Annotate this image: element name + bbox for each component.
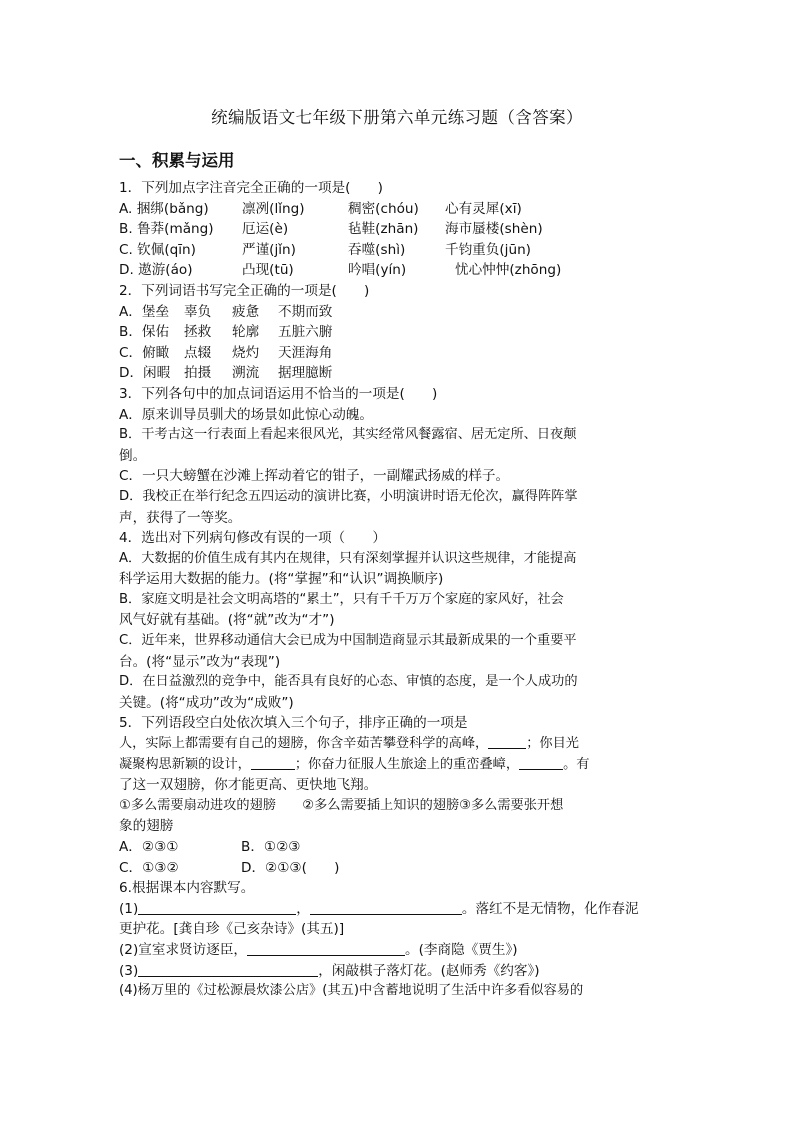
question-4-line: 关键。(将“成功”改为“成败”): [119, 694, 294, 711]
passage-text: 人，实际上都需要有自己的翅膀，你含辛茹苦攀登科学的高峰，: [119, 736, 489, 752]
question-5-stem: 5．下列语段空白处依次填入三个句子，排序正确的一项是: [119, 715, 468, 732]
option-text: 严谨(jǐn): [242, 241, 296, 258]
option-text: A. 捆绑(bǎng): [119, 200, 209, 217]
question-3-line: C．一只大螃蟹在沙滩上挥动着它的钳子，一副耀武扬威的样子。: [119, 468, 510, 485]
option-text: 拯救: [184, 324, 212, 341]
question-3-stem: 3．下列各句中的加点词语运用不恰当的一项是( ): [119, 385, 438, 402]
question-3-line: 倒。: [119, 447, 147, 464]
question-6-stem: 6.根据课本内容默写。: [119, 880, 255, 897]
option-text: 据理臆断: [278, 365, 333, 382]
question-6-item-1-cont: 更护花。[龚自珍《己亥杂诗》(其五)]: [119, 921, 345, 938]
option-text: 烧灼: [232, 344, 260, 361]
question-4-line: C．近年来，世界移动通信大会已成为中国制造商显示其最新成果的一个重要平: [119, 633, 577, 649]
question-6-item-4: (4)杨万里的《过松源晨炊漆公店》(其五)中含蓄地说明了生活中许多看似容易的: [119, 983, 584, 999]
option-text: 忧心忡忡(zhōng): [455, 262, 562, 279]
option-text: 凸现(tū): [242, 262, 294, 279]
item-text: (2)宣室求贤访逐臣，: [119, 941, 248, 958]
question-2-option-d: [119, 363, 679, 384]
question-4-line: 台。(将“显示”改为“表现”): [119, 653, 281, 670]
question-4-line: A．大数据的价值生成有其内在规律，只有深刻掌握并认识这些规律，才能提高: [119, 550, 577, 566]
option-text: 吟唱(yín): [348, 262, 407, 279]
option-text: 轮廓: [232, 324, 260, 341]
question-5-passage-line: [119, 734, 679, 755]
question-5-options-row: [119, 837, 679, 858]
question-6-item-1: [119, 899, 679, 920]
question-4-line: 科学运用大数据的能力。(将“掌握”和“认识”调换顺序): [119, 571, 444, 588]
item-text: 。落红不是无情物，化作春泥: [461, 900, 639, 917]
question-2-option-b: [119, 322, 679, 343]
question-list: [119, 178, 679, 1002]
option-text: 辜负: [184, 303, 212, 320]
option-text: 海市蜃楼(shèn): [445, 221, 543, 238]
option-text: 毡鞋(zhān): [348, 221, 419, 238]
question-2-option-a: [119, 302, 679, 323]
item-text: 。(李商隐《贾生》): [405, 941, 518, 958]
option-text: C．①③②: [119, 859, 179, 876]
option-text: 拍摄: [184, 365, 212, 382]
punctuation: ，: [296, 900, 310, 917]
option-text: 吞噬(shì): [348, 241, 406, 258]
question-1-option-c: [119, 240, 679, 261]
item-text: ，闲敲棋子落灯花。(赵师秀《约客》): [318, 962, 540, 979]
answer-blank[interactable]: [519, 755, 563, 770]
option-text: A．堡垒: [119, 303, 170, 320]
passage-text: ；你奋力征服人生旅途上的重峦叠嶂，: [294, 756, 520, 772]
option-text: C．俯瞰: [119, 344, 170, 361]
option-text: 点辍: [184, 344, 212, 361]
question-4-line: 风气好就有基础。(将“就”改为“才”): [119, 612, 335, 629]
question-4-line: B．家庭文明是社会文明高塔的“累土”，只有千千万万个家庭的家风好，社会: [119, 591, 564, 607]
question-1-option-a: [119, 199, 679, 220]
option-text: D．闲暇: [119, 365, 171, 382]
question-5-passage-line: 了这一双翅膀，你才能更高、更快地飞翔。: [119, 777, 378, 794]
passage-text: 。有: [563, 756, 590, 772]
question-5-choices: ①多么需要扇动进攻的翅膀 ②多么需要插上知识的翅膀③多么需要张开想: [119, 797, 564, 813]
option-text: 不期而致: [278, 303, 333, 320]
question-6-item-3: [119, 961, 679, 982]
option-text: 凛冽(lǐng): [242, 200, 305, 217]
question-1-stem: 1．下列加点字注音完全正确的一项是( ): [119, 180, 383, 196]
option-text: 天涯海角: [278, 344, 333, 361]
question-3-line: 声，获得了一等奖。: [119, 509, 242, 526]
option-text: B. 鲁莽(mǎng): [119, 221, 214, 238]
answer-blank[interactable]: [247, 941, 405, 956]
question-3-line: D．我校正在举行纪念五四运动的演讲比赛，小明演讲时语无伦次，赢得阵阵掌: [119, 488, 578, 504]
question-5-options-row: [119, 858, 679, 879]
option-text: 溯流: [232, 365, 260, 382]
question-4-line: D．在日益激烈的竞争中，能否具有良好的心态、审慎的态度，是一个人成功的: [119, 674, 578, 690]
option-text: D. 遨游(áo): [119, 262, 193, 279]
option-text: 厄运(è): [242, 221, 289, 238]
item-number: (3): [119, 962, 139, 979]
answer-blank[interactable]: [488, 734, 526, 749]
question-1-option-d: [119, 260, 679, 281]
question-3-line: A．原来训导员驯犬的场景如此惊心动魄。: [119, 406, 373, 423]
passage-text: 凝聚构思新颖的设计，: [119, 756, 251, 772]
item-number: (1): [119, 900, 139, 917]
question-2-stem: 2．下列词语书写完全正确的一项是( ): [119, 282, 370, 299]
question-1-option-b: [119, 219, 679, 240]
page-title: 统编版语文七年级下册第六单元练习题（含答案）: [211, 108, 583, 127]
answer-blank[interactable]: [138, 962, 318, 977]
option-text: 疲惫: [232, 303, 260, 320]
option-text: 五脏六腑: [278, 324, 333, 341]
question-6-item-2: [119, 940, 679, 961]
option-text: A．②③①: [119, 839, 179, 855]
option-text: B．①②③: [241, 839, 301, 855]
answer-blank[interactable]: [138, 900, 296, 915]
section-heading: 一、积累与运用: [119, 151, 235, 170]
option-text: 稠密(chóu): [348, 200, 419, 217]
option-text: B．保佑: [119, 324, 170, 341]
option-text: D．②①③( ): [241, 859, 340, 876]
answer-blank[interactable]: [310, 900, 462, 915]
option-text: 千钧重负(jūn): [445, 241, 531, 258]
passage-text: ；你目光: [526, 736, 579, 752]
question-4-stem: 4．选出对下列病句修改有误的一项（ ）: [119, 530, 386, 547]
question-5-choices: 象的翅膀: [119, 818, 174, 835]
question-3-line: B．干考古这一行表面上看起来很风光，其实经常风餐露宿、居无定所、日夜颠: [119, 427, 577, 443]
option-text: C. 钦佩(qīn): [119, 241, 196, 258]
question-2-option-c: [119, 343, 679, 364]
question-5-passage-line: [119, 755, 679, 776]
option-text: 心有灵犀(xī): [445, 200, 522, 217]
answer-blank[interactable]: [251, 755, 295, 770]
